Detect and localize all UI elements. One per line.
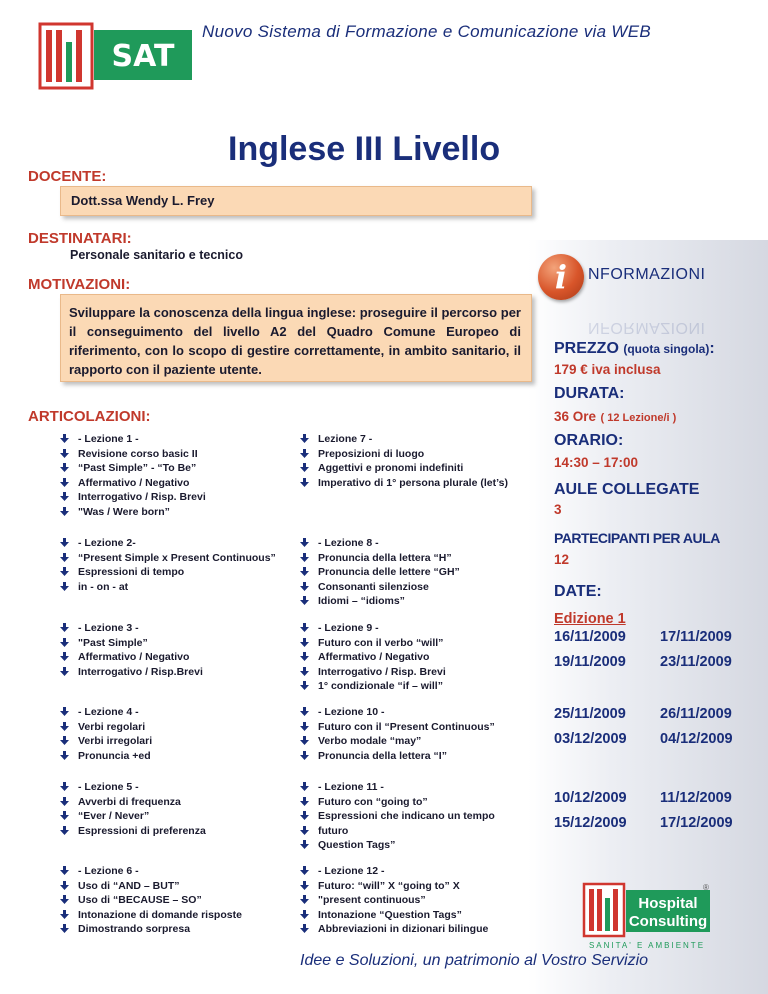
lesson-line: Question Tags” (318, 839, 396, 852)
date-row (554, 629, 732, 645)
hc-logo-sub: SANITA' E AMBIENTE (588, 941, 706, 950)
date-row (554, 654, 732, 670)
arrow-bullet-icon (298, 734, 318, 746)
lesson-line: Affermativo / Negativo (78, 476, 190, 489)
arrow-bullet-icon (58, 780, 78, 792)
lesson-line: Pronuncia della lettera “H” (318, 551, 452, 564)
arrow-bullet-icon (58, 809, 78, 821)
list-item (298, 594, 528, 609)
list-item (58, 879, 288, 894)
lesson-line: Interrogativo / Risp.Brevi (78, 665, 203, 678)
lesson-line: Pronuncia della lettera “I” (318, 749, 447, 762)
arrow-bullet-icon (58, 565, 78, 577)
lesson-line: - Lezione 12 - (318, 865, 385, 877)
list-item (58, 490, 288, 505)
lesson-line: - Lezione 4 - (78, 706, 139, 718)
sat-logo (36, 22, 196, 92)
lesson-block-right-6 (298, 864, 528, 937)
lesson-line: Imperativo di 1° persona plurale (let’s) (318, 476, 508, 489)
arrow-bullet-icon (58, 824, 78, 836)
list-item (298, 447, 528, 462)
prezzo-heading (554, 340, 715, 358)
lesson-line: Abbreviazioni in dizionari bilingue (318, 923, 489, 936)
arrow-bullet-icon (58, 490, 78, 502)
lesson-line: Interrogativo / Risp. Brevi (78, 491, 206, 504)
aule-value: 3 (554, 502, 562, 517)
list-item (298, 908, 528, 923)
lesson-block-right-5 (298, 780, 528, 853)
lesson-line: Espressioni di tempo (78, 566, 185, 579)
informazioni-reflection: NFORMAZIONI (588, 319, 706, 336)
arrow-bullet-icon (298, 621, 318, 633)
lesson-block-left-5 (58, 780, 288, 838)
list-item (298, 461, 528, 476)
prezzo-colon: : (709, 340, 715, 357)
date-value: 10/12/2009 (554, 790, 627, 806)
arrow-bullet-icon (58, 908, 78, 920)
list-item (298, 705, 528, 720)
arrow-bullet-icon (298, 665, 318, 677)
list-item (298, 565, 528, 580)
list-item (58, 720, 288, 735)
arrow-bullet-icon (58, 879, 78, 891)
list-item (298, 720, 528, 735)
arrow-bullet-icon (58, 922, 78, 934)
list-item (58, 447, 288, 462)
hospital-consulting-logo (582, 882, 712, 952)
arrow-bullet-icon (298, 893, 318, 905)
orario-value: 14:30 – 17:00 (554, 455, 639, 470)
list-item (58, 780, 288, 795)
lesson-line: - Lezione 2- (78, 537, 136, 549)
lesson-line: Intonazione di domande risposte (78, 908, 242, 921)
lesson-line: Verbi irregolari (78, 735, 153, 748)
list-item (298, 580, 528, 595)
lesson-line: Affermativo / Negativo (318, 651, 430, 664)
prezzo-note: (quota singola) (623, 342, 710, 356)
list-item (298, 665, 528, 680)
lesson-line: Uso di “AND – BUT” (78, 879, 180, 892)
arrow-bullet-icon (298, 824, 318, 836)
date-row (554, 815, 733, 831)
orario-label: ORARIO: (554, 432, 624, 449)
date-row (554, 731, 733, 747)
arrow-bullet-icon (298, 551, 318, 563)
arrow-bullet-icon (58, 864, 78, 876)
docente-label: DOCENTE: (28, 168, 107, 185)
list-item (298, 809, 528, 824)
list-item (298, 824, 528, 839)
arrow-bullet-icon (58, 893, 78, 905)
list-item (58, 580, 288, 595)
aule-label: AULE COLLEGATE (554, 481, 700, 498)
lesson-line: Idiomi – “idioms” (318, 595, 405, 608)
arrow-bullet-icon (58, 536, 78, 548)
arrow-bullet-icon (58, 551, 78, 563)
lesson-line: in - on - at (78, 580, 129, 593)
date-value: 26/11/2009 (660, 706, 732, 722)
durata-note: ( 12 Lezione/i ) (600, 412, 677, 424)
lesson-line: "present continuous” (318, 894, 426, 907)
arrow-bullet-icon (58, 734, 78, 746)
arrow-bullet-icon (58, 636, 78, 648)
list-item (298, 838, 528, 853)
list-item (58, 824, 288, 839)
lesson-line: Futuro con il verbo “will” (318, 636, 444, 649)
arrow-bullet-icon (58, 749, 78, 761)
arrow-bullet-icon (298, 594, 318, 606)
arrow-bullet-icon (298, 580, 318, 592)
motivazioni-label: MOTIVAZIONI: (28, 276, 131, 293)
date-value: 25/11/2009 (554, 706, 626, 722)
list-item (58, 908, 288, 923)
arrow-bullet-icon (298, 780, 318, 792)
date-value: 16/11/2009 (554, 629, 626, 645)
list-item (58, 864, 288, 879)
date-value: 15/12/2009 (554, 815, 627, 831)
hc-logo-registered: ® (703, 883, 709, 892)
lesson-line: Lezione 7 - (318, 433, 373, 445)
lesson-line: Espressioni che indicano un tempo (318, 810, 495, 823)
lesson-line: Dimostrando sorpresa (78, 923, 191, 936)
list-item (58, 650, 288, 665)
page-title: Inglese III Livello (228, 130, 501, 168)
lesson-block-right-3 (298, 621, 528, 694)
durata-row (554, 408, 676, 426)
lesson-line: Revisione corso basic II (78, 447, 198, 460)
docente-box (60, 186, 532, 216)
date-row (554, 706, 732, 722)
lesson-line: “Present Simple x Present Continuous” (78, 551, 276, 564)
prezzo-value: 179 € iva inclusa (554, 362, 661, 377)
list-item (58, 536, 288, 551)
lesson-block-right-4 (298, 705, 528, 763)
motivazioni-box (60, 294, 532, 382)
list-item (58, 893, 288, 908)
lesson-line: Consonanti silenziose (318, 580, 429, 593)
date-label: DATE: (554, 583, 602, 600)
info-icon: i (538, 254, 584, 300)
lesson-line: Aggettivi e pronomi indefiniti (318, 462, 464, 475)
arrow-bullet-icon (298, 636, 318, 648)
lesson-line: 1° condizionale “if – will” (318, 680, 443, 693)
list-item (298, 650, 528, 665)
arrow-bullet-icon (298, 705, 318, 717)
date-value: 03/12/2009 (554, 731, 627, 747)
destinatari-text: Personale sanitario e tecnico (70, 248, 243, 262)
lesson-block-right-1 (298, 432, 528, 490)
arrow-bullet-icon (298, 447, 318, 459)
arrow-bullet-icon (298, 749, 318, 761)
lesson-block-left-4 (58, 705, 288, 763)
edizione-label: Edizione 1 (554, 611, 626, 627)
hc-logo-line2: Consulting (628, 913, 708, 930)
lesson-line: Intonazione “Question Tags” (318, 908, 462, 921)
arrow-bullet-icon (298, 922, 318, 934)
arrow-bullet-icon (298, 795, 318, 807)
hc-logo-line1: Hospital (638, 895, 698, 912)
date-value: 17/12/2009 (660, 815, 733, 831)
list-item (298, 879, 528, 894)
lesson-line: Pronuncia +ed (78, 749, 151, 762)
list-item (58, 665, 288, 680)
lesson-line: - Lezione 8 - (318, 537, 379, 549)
durata-value: 36 Ore (554, 409, 597, 424)
date-value: 23/11/2009 (660, 654, 732, 670)
arrow-bullet-icon (298, 908, 318, 920)
lesson-line: "Was / Were born” (78, 505, 170, 518)
date-row (554, 790, 732, 806)
list-item (58, 621, 288, 636)
lesson-block-left-6 (58, 864, 288, 937)
list-item (298, 536, 528, 551)
lesson-line: - Lezione 5 - (78, 781, 139, 793)
lesson-line: Verbo modale “may” (318, 735, 422, 748)
list-item (58, 734, 288, 749)
list-item (298, 734, 528, 749)
informazioni-heading: NFORMAZIONI (588, 266, 706, 283)
list-item (58, 461, 288, 476)
arrow-bullet-icon (298, 864, 318, 876)
lesson-line: - Lezione 1 - (78, 433, 139, 445)
list-item (58, 476, 288, 491)
lesson-block-left-1 (58, 432, 288, 520)
list-item (58, 795, 288, 810)
lesson-line: - Lezione 10 - (318, 706, 385, 718)
list-item (58, 551, 288, 566)
arrow-bullet-icon (58, 720, 78, 732)
partecipanti-label: PARTECIPANTI PER AULA (554, 530, 720, 546)
arrow-bullet-icon (298, 536, 318, 548)
arrow-bullet-icon (58, 621, 78, 633)
partecipanti-value: 12 (554, 552, 570, 567)
list-item (58, 505, 288, 520)
arrow-bullet-icon (298, 879, 318, 891)
list-item (298, 795, 528, 810)
arrow-bullet-icon (58, 476, 78, 488)
list-item (58, 809, 288, 824)
lesson-line: - Lezione 6 - (78, 865, 139, 877)
lesson-line: Futuro: “will” X “going to” X (318, 879, 460, 892)
arrow-bullet-icon (58, 580, 78, 592)
arrow-bullet-icon (298, 461, 318, 473)
list-item (298, 679, 528, 694)
list-item (298, 476, 528, 491)
list-item (298, 864, 528, 879)
arrow-bullet-icon (298, 720, 318, 732)
durata-label: DURATA: (554, 385, 625, 402)
list-item (298, 922, 528, 937)
lesson-block-left-3 (58, 621, 288, 679)
lesson-line: Futuro con “going to” (318, 795, 428, 808)
list-item (58, 432, 288, 447)
lesson-line: Avverbi di frequenza (78, 795, 181, 808)
lesson-line: “Ever / Never” (78, 810, 150, 823)
list-item (58, 565, 288, 580)
lesson-block-left-2 (58, 536, 288, 594)
arrow-bullet-icon (58, 432, 78, 444)
list-item (58, 749, 288, 764)
list-item (298, 780, 528, 795)
list-item (298, 551, 528, 566)
list-item (58, 922, 288, 937)
arrow-bullet-icon (58, 447, 78, 459)
list-item (298, 893, 528, 908)
arrow-bullet-icon (58, 650, 78, 662)
arrow-bullet-icon (58, 705, 78, 717)
lesson-line: Pronuncia delle lettere “GH” (318, 566, 460, 579)
arrow-bullet-icon (298, 838, 318, 850)
lesson-line: Verbi regolari (78, 720, 146, 733)
arrow-bullet-icon (58, 505, 78, 517)
list-item (298, 636, 528, 651)
list-item (298, 621, 528, 636)
list-item (298, 432, 528, 447)
lesson-line: - Lezione 11 - (318, 781, 384, 793)
arrow-bullet-icon (298, 476, 318, 488)
arrow-bullet-icon (298, 650, 318, 662)
docente-name: Dott.ssa Wendy L. Frey (71, 193, 215, 208)
lesson-line: Interrogativo / Risp. Brevi (318, 665, 446, 678)
date-value: 17/11/2009 (660, 629, 732, 645)
articolazioni-label: ARTICOLAZIONI: (28, 408, 151, 425)
lesson-line: - Lezione 9 - (318, 622, 379, 634)
list-item (58, 636, 288, 651)
date-value: 11/12/2009 (660, 790, 732, 806)
lesson-line: "Past Simple” (78, 636, 148, 649)
arrow-bullet-icon (298, 565, 318, 577)
arrow-bullet-icon (298, 432, 318, 444)
list-item (58, 705, 288, 720)
date-value: 04/12/2009 (660, 731, 733, 747)
footer-slogan: Idee e Soluzioni, un patrimonio al Vostro Servizio (300, 952, 649, 969)
arrow-bullet-icon (58, 461, 78, 473)
header-tagline: Nuovo Sistema di Formazione e Comunicazione via WEB (202, 22, 651, 41)
list-item (298, 749, 528, 764)
lesson-line: futuro (318, 824, 349, 837)
lesson-block-right-2 (298, 536, 528, 609)
lesson-line: Preposizioni di luogo (318, 447, 425, 460)
sat-logo-text: SAT (111, 39, 175, 74)
lesson-line: Uso di “BECAUSE – SO” (78, 894, 202, 907)
arrow-bullet-icon (298, 809, 318, 821)
lesson-line: “Past Simple” - “To Be” (78, 462, 197, 475)
lesson-line: Affermativo / Negativo (78, 651, 190, 664)
lesson-line: - Lezione 3 - (78, 622, 139, 634)
prezzo-label: PREZZO (554, 340, 619, 357)
lesson-line: Futuro con il “Present Continuous” (318, 720, 495, 733)
date-value: 19/11/2009 (554, 654, 626, 670)
motivazioni-text: Sviluppare la conoscenza della lingua inglese: proseguire il percorso per il conseguimento del livello A2 del Quadro Comune Europeo di riferimento, con lo scopo di gestire correttamente, in ambito sanitario, il rapporto con il paziente utente. (69, 305, 521, 377)
arrow-bullet-icon (58, 665, 78, 677)
arrow-bullet-icon (298, 679, 318, 691)
destinatari-label: DESTINATARI: (28, 230, 132, 247)
lesson-line: Espressioni di preferenza (78, 824, 206, 837)
arrow-bullet-icon (58, 795, 78, 807)
